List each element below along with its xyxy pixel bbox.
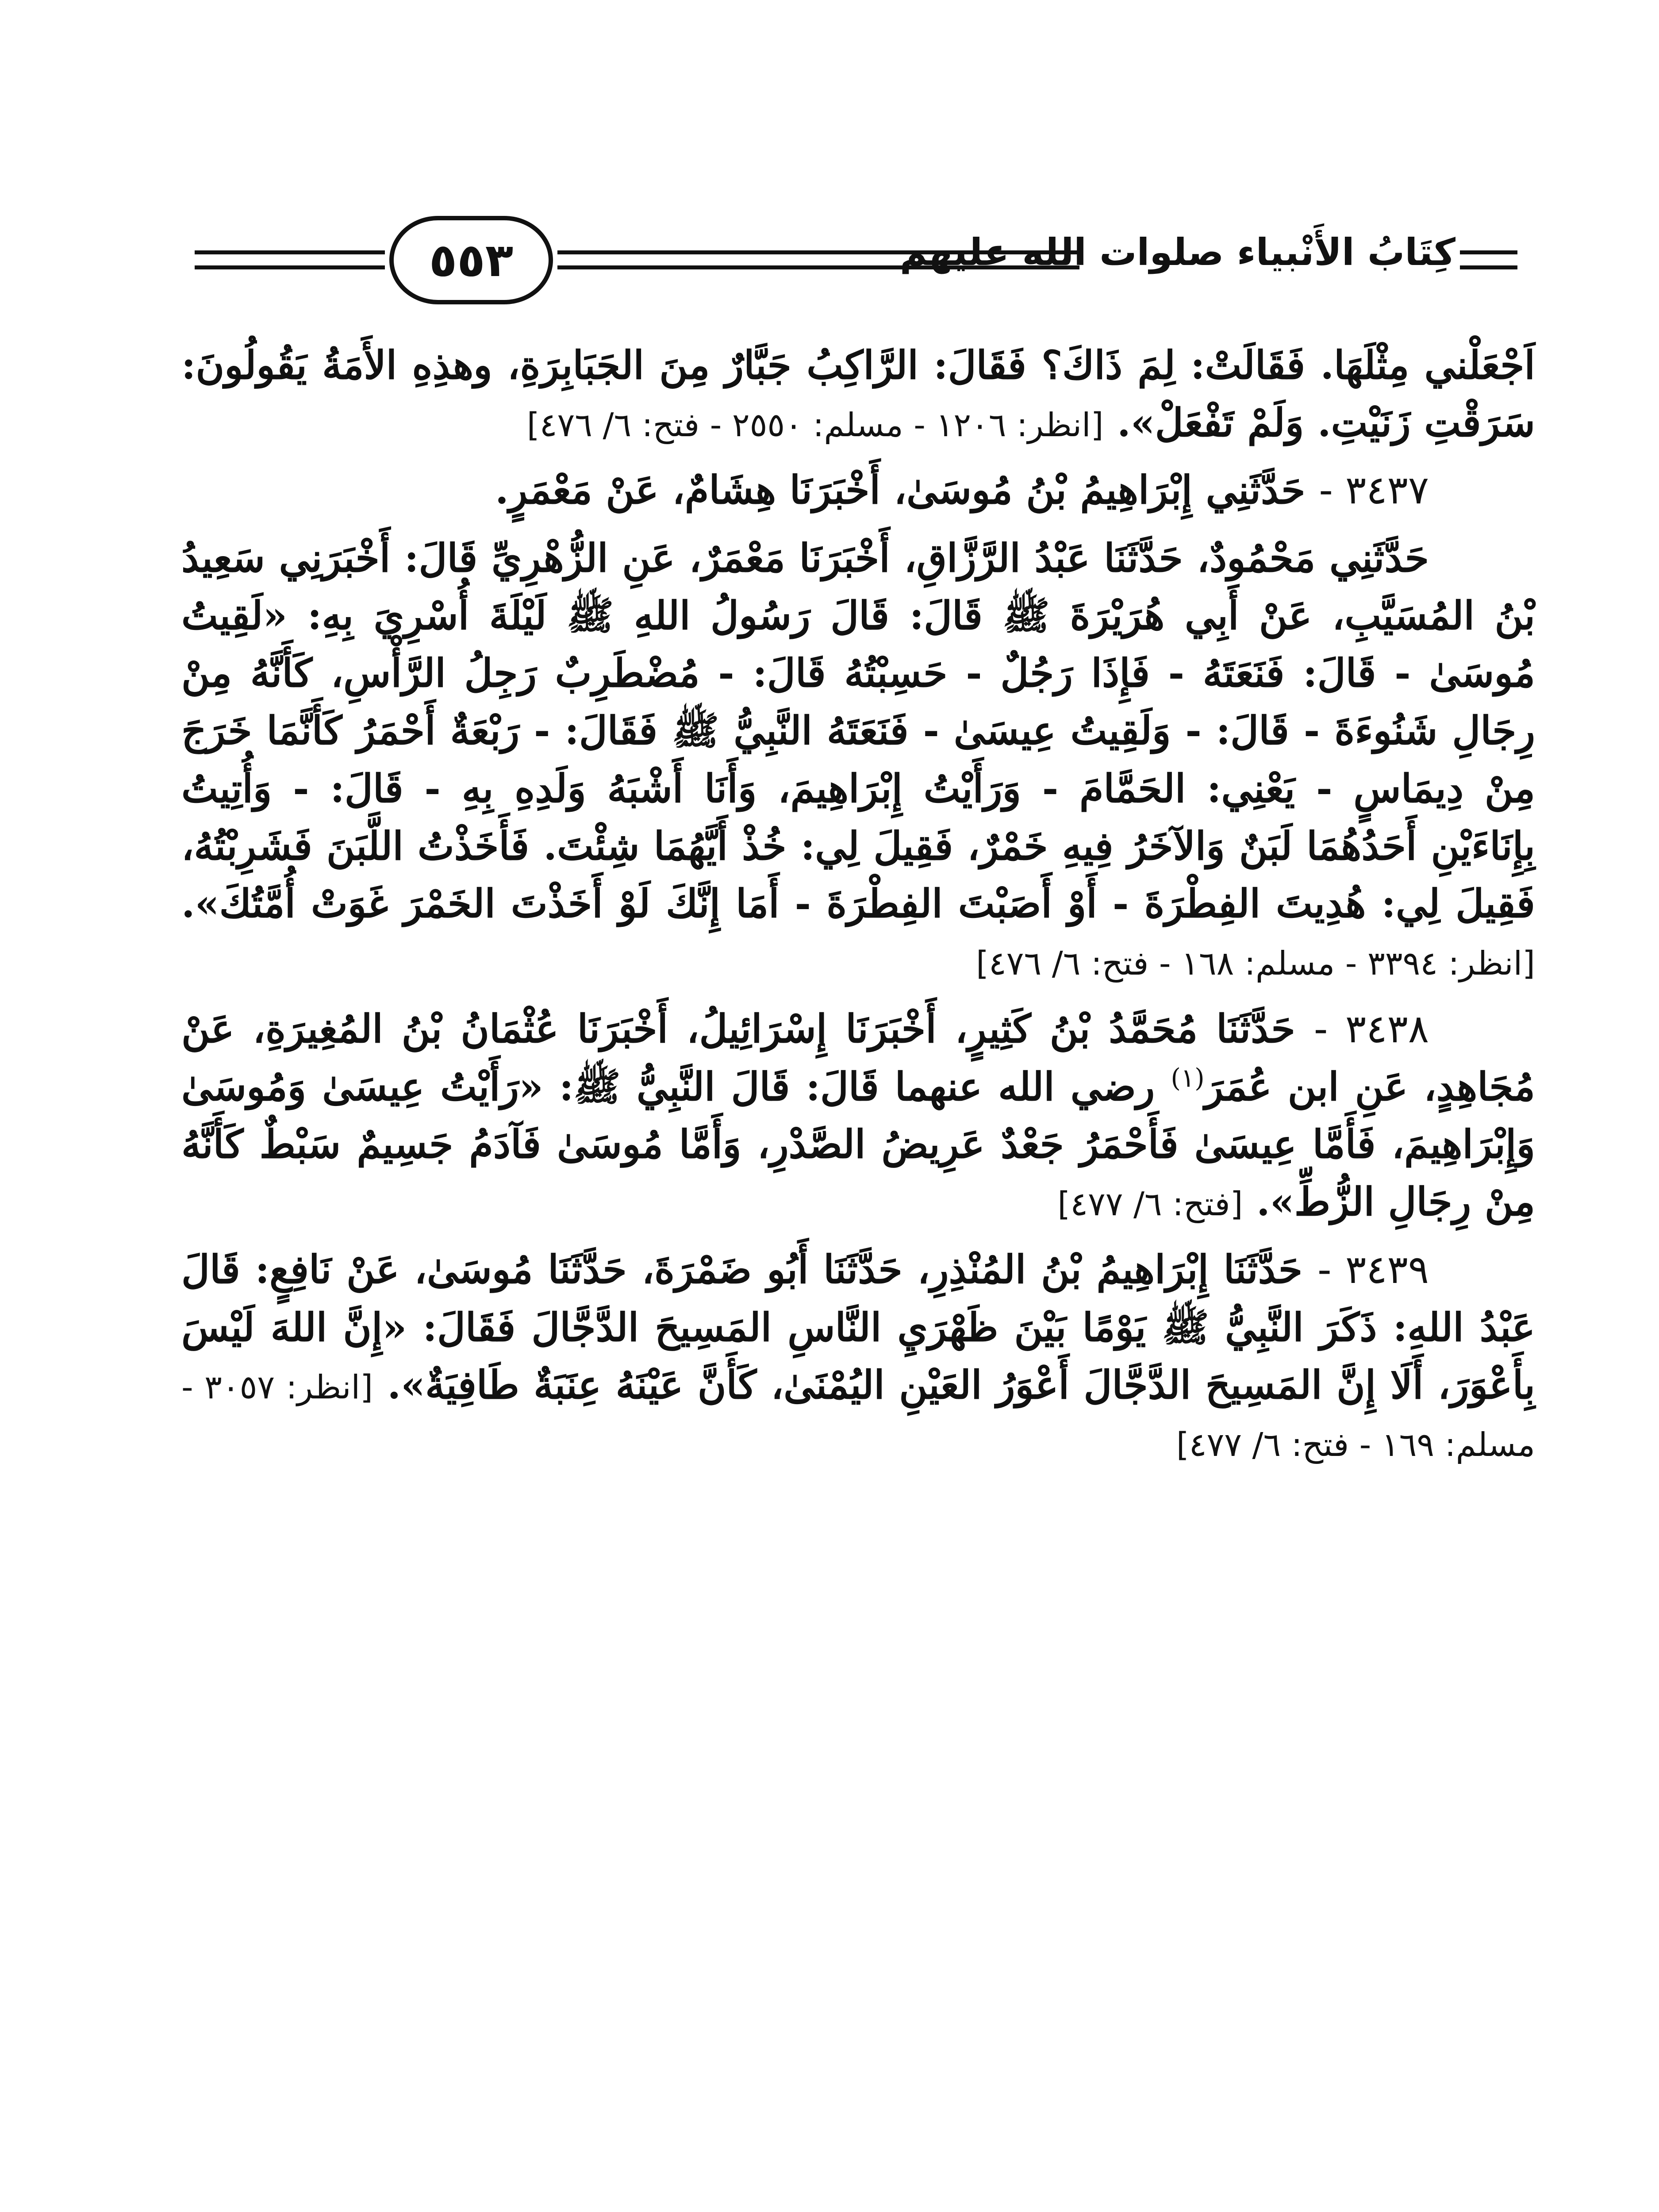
body-text — [181, 336, 1535, 1481]
paragraph-text: حَدَّثَنِي إِبْرَاهِيمُ بْنُ مُوسَىٰ، أَخْبَرَنَا هِشَامٌ، عَنْ مَعْمَرٍ. — [495, 467, 1306, 513]
cross-reference: [انظر: ٣٣٩٤ - مسلم: ١٦٨ - فتح: ٦/ ٤٧٦] — [976, 945, 1535, 983]
hadith-number: ٣٤٣٨ - — [1313, 1006, 1429, 1052]
chapter-title: كِتَابُ الأَنْبياء صلوات الله عليهم — [899, 230, 1455, 274]
hadith-paragraph — [181, 1240, 1535, 1471]
cross-reference: [انظر: ٣٠٥٧ - مسلم: ١٦٩ - فتح: ٦/ ٤٧٧] — [181, 1368, 1535, 1464]
header-rule — [1460, 250, 1517, 254]
paragraph — [181, 336, 1535, 451]
paragraph-text: حَدَّثَنَا إِبْرَاهِيمُ بْنُ المُنْذِرِ، حَدَّثَنَا أَبُو ضَمْرَةَ، حَدَّثَنَا مُوسَىٰ، عَنْ نَافِعٍ: قَالَ عَبْدُ اللهِ: ذَكَرَ النَّبِيُّ ﷺ يَوْمًا بَيْنَ ظَهْرَيِ النَّاسِ المَسِيحَ الدَّجَّالَ فَقَالَ: «إِنَّ اللهَ لَيْسَ بِأَعْوَرَ، أَلَا إِنَّ المَسِيحَ الدَّجَّالَ أَعْوَرُ العَيْنِ اليُمْنَىٰ، كَأَنَّ عَيْنَهُ عِنَبَةٌ طَافِيَةٌ». — [181, 1246, 1535, 1408]
hadith-paragraph — [181, 461, 1535, 519]
paragraph-text: رضي الله عنهما قَالَ: قَالَ النَّبِيُّ ﷺ: «رَأَيْتُ عِيسَىٰ وَمُوسَىٰ وَإِبْرَاهِيمَ، فَأَمَّا عِيسَىٰ فَأَحْمَرُ جَعْدٌ عَرِيضُ الصَّدْرِ، وَأَمَّا مُوسَىٰ فَآدَمُ جَسِيمٌ سَبْطٌ كَأَنَّهُ مِنْ رِجَالِ الزُّطِّ». — [181, 1063, 1535, 1225]
header-rule — [195, 250, 385, 254]
page-number-badge — [389, 216, 553, 304]
paragraph-text: حَدَّثَنَا مُحَمَّدُ بْنُ كَثِيرٍ، أَخْبَرَنَا إِسْرَائِيلُ، أَخْبَرَنَا عُثْمَانُ بْنُ المُغِيرَةِ، عَنْ مُجَاهِدٍ، عَنِ ابن عُمَرَ — [181, 1005, 1536, 1110]
cross-reference: [انظر: ١٢٠٦ - مسلم: ٢٥٥٠ - فتح: ٦/ ٤٧٦] — [526, 406, 1104, 445]
running-header — [195, 208, 1517, 314]
header-rule — [1460, 265, 1517, 269]
paragraph-text: حَدَّثَنِي مَحْمُودٌ، حَدَّثَنَا عَبْدُ الرَّزَّاقِ، أَخْبَرَنَا مَعْمَرٌ، عَنِ الزُّهْرِيِّ قَالَ: أَخْبَرَنِي سَعِيدُ بْنُ المُسَيَّبِ، عَنْ أَبِي هُرَيْرَةَ ﷺ قَالَ: قَالَ رَسُولُ اللهِ ﷺ لَيْلَةَ أُسْرِيَ بِهِ: «لَقِيتُ مُوسَىٰ - قَالَ: فَنَعَتَهُ - فَإِذَا رَجُلٌ - حَسِبْتُهُ قَالَ: - مُضْطَرِبٌ رَجِلُ الرَّأْسِ، كَأَنَّهُ مِنْ رِجَالِ شَنُوءَةَ - قَالَ: - وَلَقِيتُ عِيسَىٰ - فَنَعَتَهُ النَّبِيُّ ﷺ فَقَالَ: - رَبْعَةٌ أَحْمَرُ كَأَنَّمَا خَرَجَ مِنْ دِيمَاسٍ - يَعْنِي: الحَمَّامَ - وَرَأَيْتُ إِبْرَاهِيمَ، وَأَنَا أَشْبَهُ وَلَدِهِ بِهِ - قَالَ: - وَأُتِيتُ بِإِنَاءَيْنِ أَحَدُهُمَا لَبَنٌ وَالآخَرُ فِيهِ خَمْرٌ، فَقِيلَ لِي: خُذْ أَيَّهُمَا شِئْتَ. فَأَخَذْتُ اللَّبَنَ فَشَرِبْتُهُ، فَقِيلَ لِي: هُدِيتَ الفِطْرَةَ - أَوْ أَصَبْتَ الفِطْرَةَ - أَمَا إِنَّكَ لَوْ أَخَذْتَ الخَمْرَ غَوَتْ أُمَّتُكَ». — [181, 534, 1535, 927]
hadith-paragraph — [181, 1000, 1535, 1231]
page-number: ٥٥٣ — [429, 233, 514, 287]
header-rule — [195, 265, 385, 269]
hadith-number: ٣٤٣٩ - — [1317, 1246, 1429, 1292]
paragraph — [181, 529, 1535, 990]
hadith-number: ٣٤٣٧ - — [1319, 467, 1429, 513]
footnote-mark[interactable]: (١) — [1171, 1063, 1205, 1093]
cross-reference: [فتح: ٦/ ٤٧٧] — [1057, 1185, 1243, 1224]
paragraph-text: اَجْعَلْني مِثْلَهَا. فَقَالَتْ: لِمَ ذَاكَ؟ فَقَالَ: الرَّاكِبُ جَبَّارٌ مِنَ الجَبَابِرَةِ، وهذِهِ الأَمَةُ يَقُولُونَ: سَرَقْتِ زَنَيْتِ. وَلَمْ تَفْعَلْ». — [181, 342, 1535, 446]
